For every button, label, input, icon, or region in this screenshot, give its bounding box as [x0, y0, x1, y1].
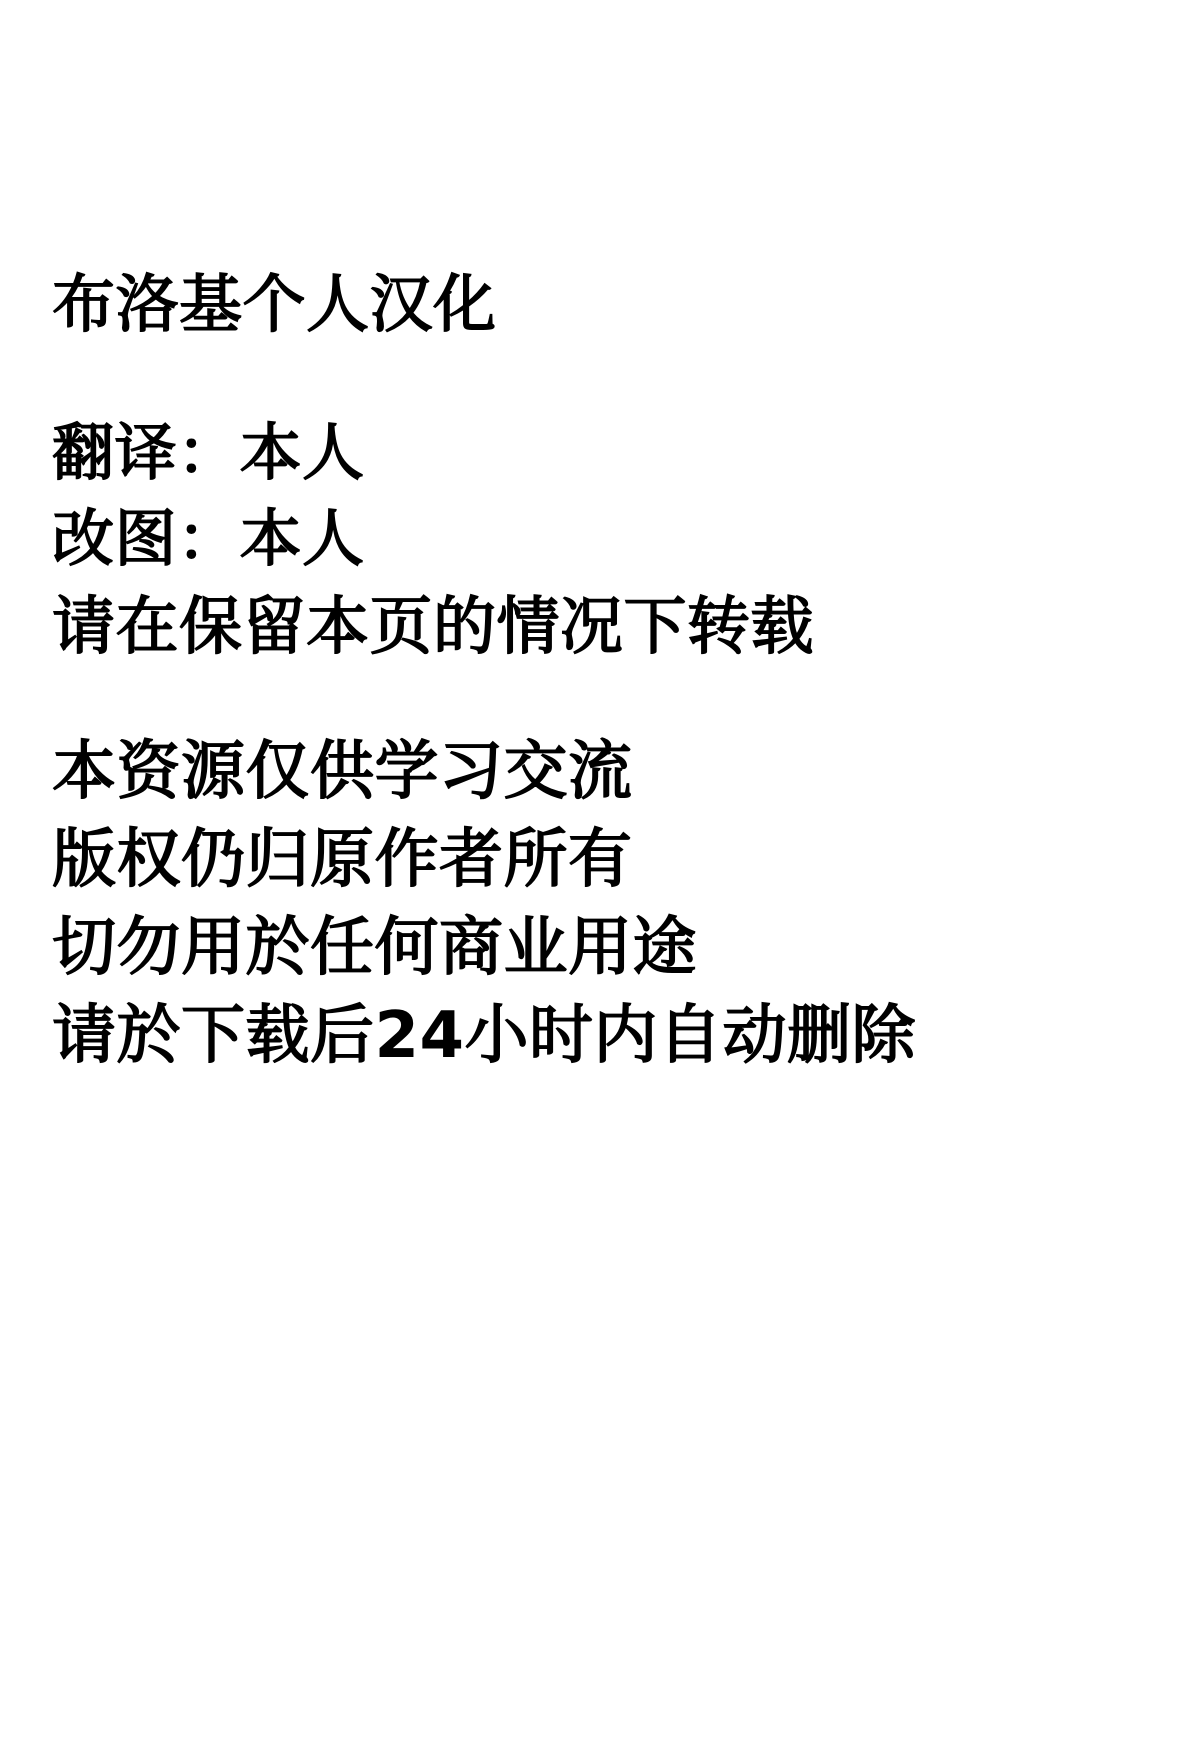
- spacer-before-terms: [52, 672, 1152, 728]
- terms-line-3: 切勿用於任何商业用途: [52, 911, 697, 985]
- translator-credit: 翻译：本人: [52, 416, 365, 489]
- spacer-after-title: [52, 348, 1152, 410]
- terms-line-2: 版权仍归原作者所有: [52, 823, 633, 897]
- group-title: 布洛基个人汉化: [52, 268, 497, 341]
- terms-line-4: 请於下载后24小时内自动删除: [52, 999, 917, 1073]
- repost-notice: 请在保留本页的情况下转载: [52, 590, 814, 663]
- terms-line-1: 本资源仅供学习交流: [52, 735, 633, 809]
- credits-text-block: [52, 262, 1152, 1080]
- editor-credit: 改图：本人: [52, 502, 365, 575]
